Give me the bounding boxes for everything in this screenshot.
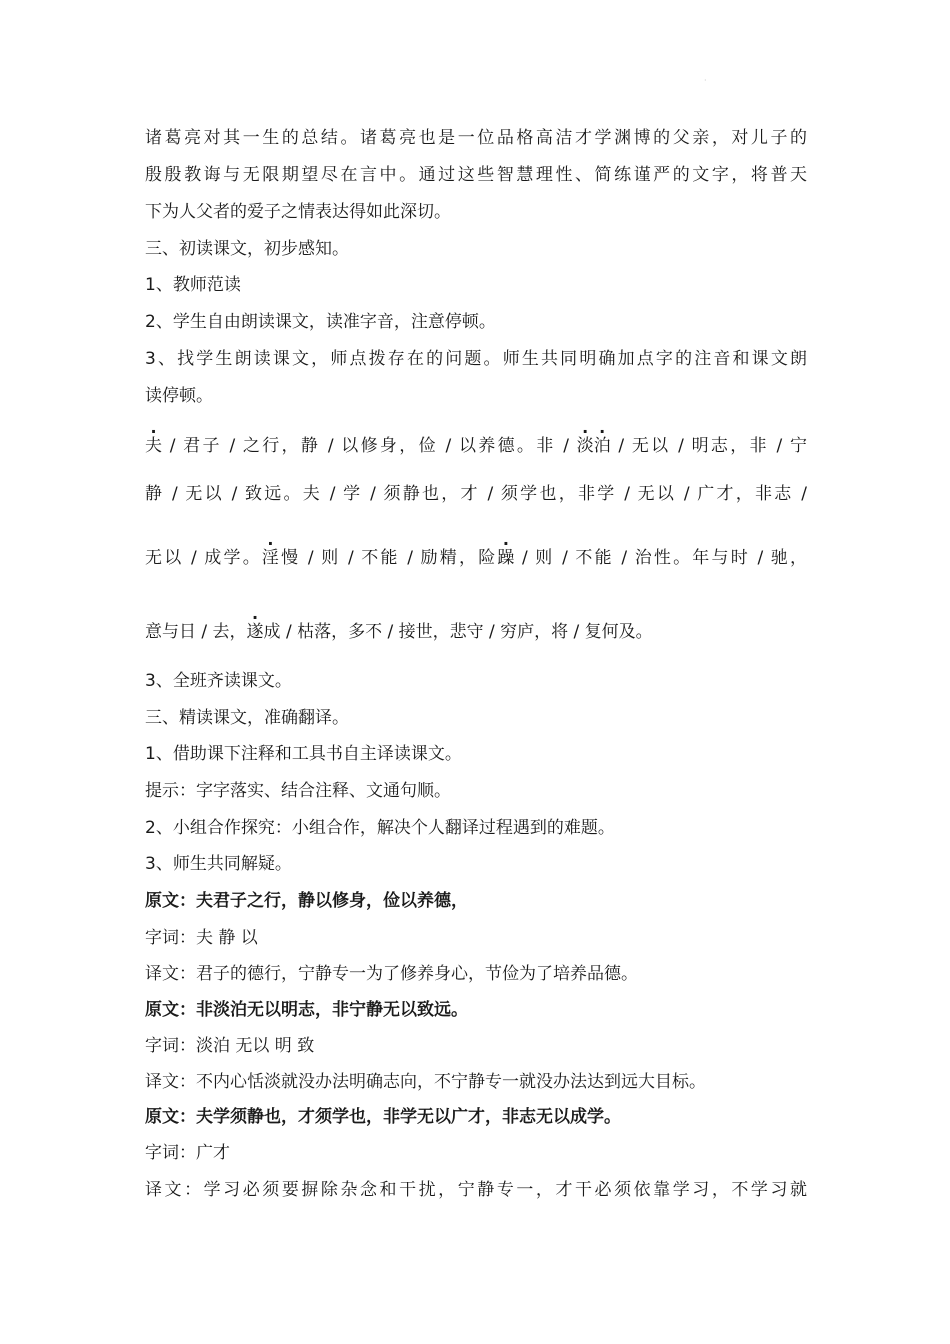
pause-text: 意与日 / 去，: [145, 622, 247, 642]
pause-line: [145, 547, 807, 569]
pause-text: 成 / 枯落，多不 / 接世，悲守 / 穷庐，将 / 复何及。: [263, 622, 653, 642]
intro-line: 殷殷教诲与无限期望尽在言中。通过这些智慧理性、简练谨严的文字，将普天: [145, 165, 807, 185]
pause-text: / 则 / 不能 / 治性。年与时 / 驰，: [514, 548, 807, 568]
pause-line: 静 / 无以 / 致远。夫 / 学 / 须静也，才 / 须学也，非学 / 无以 / 广才，非志 /: [145, 484, 807, 504]
dotted-char: 遂: [246, 622, 264, 642]
original-text: 原文：非淡泊无以明志，非宁静无以致远。: [145, 1000, 468, 1020]
dotted-char: 泊: [593, 436, 611, 456]
section-heading-reading: 三、初读课文，初步感知。: [145, 239, 349, 259]
pause-text: / 无以 / 明志，非 / 宁: [610, 436, 807, 456]
original-text: 原文：夫君子之行，静以修身，俭以养德，: [145, 891, 468, 911]
translation-text: 译文：不内心恬淡就没办法明确志向，不宁静专一就没办法达到远大目标。: [145, 1072, 706, 1092]
dotted-char: 躁: [497, 548, 515, 568]
intro-line: 诸葛亮对其一生的总结。诸葛亮也是一位品格高洁才学渊博的父亲，对儿子的: [145, 128, 807, 148]
step-class-reading: 3、全班齐读课文。: [145, 671, 292, 691]
step-free-reading: 2、学生自由朗读课文，读准字音，注意停顿。: [145, 312, 496, 332]
corner-mark: ·: [704, 76, 707, 85]
step-self-translation: 1、借助课下注释和工具书自主译读课文。: [145, 744, 462, 764]
translation-text: 译文：君子的德行，宁静专一为了修养身心，节俭为了培养品德。: [145, 964, 638, 984]
pause-text: 无以 / 成学。: [145, 548, 262, 568]
pause-line: [145, 435, 807, 457]
translation-tip: 提示：字字落实、结合注释、文通句顺。: [145, 781, 451, 801]
step-group-work: 2、小组合作探究：小组合作，解决个人翻译过程遇到的难题。: [145, 818, 615, 838]
key-words: 字词：夫 静 以: [145, 928, 258, 948]
intro-line: 下为人父者的爱子之情表达得如此深切。: [145, 202, 451, 222]
dotted-char: 淡: [576, 436, 594, 456]
key-words: 字词：淡泊 无以 明 致: [145, 1036, 315, 1056]
key-words: 字词：广才: [145, 1143, 230, 1163]
pause-text: / 君子 / 之行，静 / 以修身，俭 / 以养德。非 /: [162, 436, 577, 456]
original-text: 原文：夫学须静也，才须学也，非学无以广才，非志无以成学。: [145, 1107, 621, 1127]
dotted-char: 淫: [261, 548, 279, 568]
dotted-char: 夫: [145, 436, 162, 456]
pause-text: 慢 / 则 / 不能 / 励精，险: [278, 548, 498, 568]
step-joint-solving: 3、师生共同解疑。: [145, 854, 292, 874]
pause-line: [145, 621, 653, 643]
translation-text: 译文：学习必须要摒除杂念和干扰，宁静专一，才干必须依靠学习，不学习就: [145, 1180, 807, 1200]
step-teacher-reading: 1、教师范读: [145, 275, 241, 295]
step-student-reading-cont: 读停顿。: [145, 386, 213, 406]
step-student-reading: 3、找学生朗读课文，师点拨存在的问题。师生共同明确加点字的注音和课文朗: [145, 349, 807, 369]
section-heading-translation: 三、精读课文，准确翻译。: [145, 708, 349, 728]
